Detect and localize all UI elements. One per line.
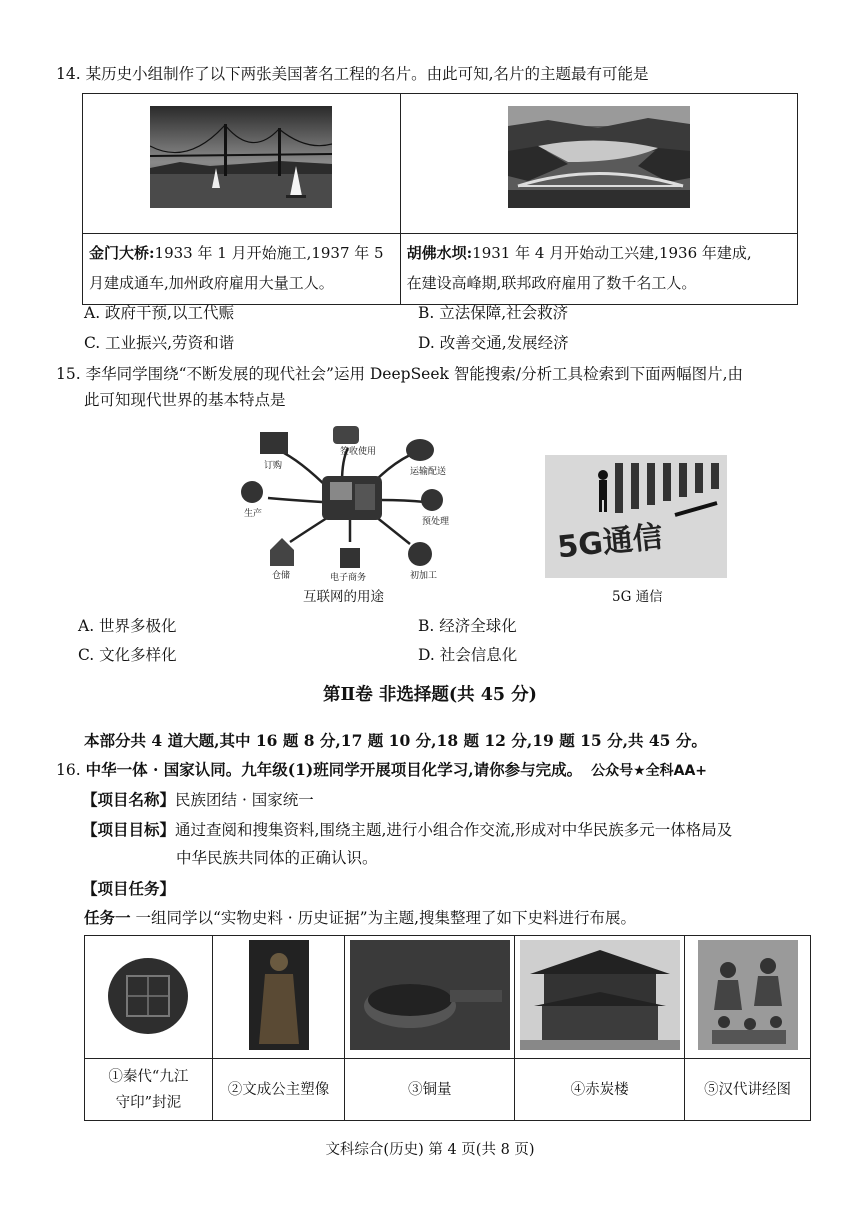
q15-stem-line2: 此可知现代世界的基本特点是 (84, 391, 286, 409)
golden-gate-photo-cell (83, 94, 401, 234)
node-label-processing: 初加工 (410, 571, 438, 581)
project-task-label: 【项目任务】 (82, 879, 176, 898)
q14-option-b[interactable]: B. 立法保障,社会救济 (418, 304, 569, 322)
golden-gate-text1: 1933 年 1 月开始施工,1937 年 5 (154, 244, 384, 262)
relics-table (84, 935, 811, 1121)
relic-seal-photo-cell (85, 936, 213, 1059)
relic-caption-4: ④赤炭楼 (515, 1059, 685, 1121)
q15-option-c[interactable]: C. 文化多样化 (78, 646, 177, 664)
project-name-label: 【项目名称】 (82, 790, 176, 809)
project-name-value: 民族团结 · 国家统一 (175, 791, 314, 809)
q14-stem-text: 某历史小组制作了以下两张美国著名工程的名片。由此可知,名片的主题最有可能是 (85, 65, 649, 83)
hoover-dam-photo-cell (400, 94, 797, 234)
q15-option-d[interactable]: D. 社会信息化 (418, 646, 518, 664)
relic-statue-photo-cell (212, 936, 345, 1059)
node-label-sign: 签收使用 (340, 447, 377, 457)
q16-stem-text: 中华一体 · 国家认同。九年级(1)班同学开展项目化学习,请你参与完成。 (85, 760, 583, 779)
fig1-caption: 互联网的用途 (303, 589, 384, 605)
node-label-production: 生产 (244, 509, 263, 519)
project-name-line (82, 788, 314, 810)
q14-cards-table (82, 93, 798, 305)
relic-1-line2: 守印”封泥 (115, 1094, 182, 1111)
page-footer: 文科综合(历史) 第 4 页(共 8 页) (325, 1142, 535, 1158)
q15-stem-text1: 李华同学围绕“不断发展的现代社会”运用 DeepSeek 智能搜索/分析工具检索到下面两幅图片,由 (85, 365, 743, 383)
q14-option-a[interactable]: A. 政府干预,以工代赈 (84, 304, 234, 322)
relic-tower-photo-cell (515, 936, 685, 1059)
node-label-delivery: 运输配送 (410, 467, 447, 477)
hoover-dam-photo (508, 106, 690, 208)
lecture-relief-image (698, 940, 798, 1050)
node-label-storage: 仓储 (272, 571, 291, 581)
relic-1-line1: ①秦代“九江 (108, 1068, 189, 1085)
5g-communication-image (545, 455, 727, 578)
project-goal-line1 (82, 818, 732, 840)
part2-intro: 本部分共 4 道大题,其中 16 题 8 分,17 题 10 分,18 题 12 分,19 题 15 分,共 45 分。 (84, 731, 707, 750)
relic-lecture-photo-cell (685, 936, 811, 1059)
golden-gate-name: 金门大桥: (89, 244, 155, 262)
golden-gate-bridge-photo (150, 106, 332, 208)
node-label-order: 订购 (264, 461, 283, 471)
q14-stem (56, 62, 649, 84)
internet-usage-diagram (230, 420, 460, 583)
bronze-measure-image (350, 940, 510, 1050)
clay-seal-image (103, 950, 193, 1040)
hoover-dam-name: 胡佛水坝: (406, 244, 473, 262)
relic-measure-photo-cell (345, 936, 515, 1059)
5g-poster-text: 5G通信 (555, 519, 665, 566)
q14-option-d[interactable]: D. 改善交通,发展经济 (418, 334, 569, 352)
golden-gate-card-text (83, 234, 401, 305)
q14-number: 14. (56, 65, 81, 83)
project-goal-label: 【项目目标】 (82, 820, 176, 839)
golden-gate-text2: 月建成通车,加州政府雇用大量工人。 (89, 274, 334, 292)
project-goal-text1: 通过查阅和搜集资料,围绕主题,进行小组合作交流,形成对中华民族多元一体格局及 (175, 821, 733, 839)
q16-watermark: 公众号★全科AA+ (591, 763, 708, 779)
hoover-dam-text1: 1931 年 4 月开始动工兴建,1936 年建成, (472, 244, 752, 262)
node-label-preprocess: 预处理 (422, 517, 450, 527)
relic-caption-2: ②文成公主塑像 (212, 1059, 345, 1121)
q15-option-a[interactable]: A. 世界多极化 (78, 617, 177, 635)
q16-number: 16. (56, 761, 81, 779)
task1-label: 任务一 (84, 908, 131, 927)
tower-building-image (520, 940, 680, 1050)
princess-statue-image (249, 940, 309, 1050)
hoover-dam-text2: 在建设高峰期,联邦政府雇用了数千名工人。 (406, 274, 697, 292)
q14-option-c[interactable]: C. 工业振兴,劳资和谐 (84, 334, 235, 352)
q15-option-b[interactable]: B. 经济全球化 (418, 617, 517, 635)
relic-caption-3: ③铜量 (345, 1059, 515, 1121)
fig2-caption: 5G 通信 (612, 589, 663, 605)
node-label-ecommerce: 电子商务 (330, 573, 367, 583)
task1-text: 一组同学以“实物史料 · 历史证据”为主题,搜集整理了如下史料进行布展。 (135, 909, 637, 927)
relic-caption-1 (85, 1059, 213, 1121)
q15-number: 15. (56, 365, 81, 383)
part2-title: 第Ⅱ卷 非选择题(共 45 分) (323, 685, 537, 705)
task1-line (84, 906, 636, 928)
relic-caption-5: ⑤汉代讲经图 (685, 1059, 811, 1121)
q16-stem (56, 758, 707, 780)
q15-stem-line1 (56, 362, 743, 384)
hoover-dam-card-text (400, 234, 797, 305)
project-goal-line2: 中华民族共同体的正确认识。 (176, 849, 378, 867)
